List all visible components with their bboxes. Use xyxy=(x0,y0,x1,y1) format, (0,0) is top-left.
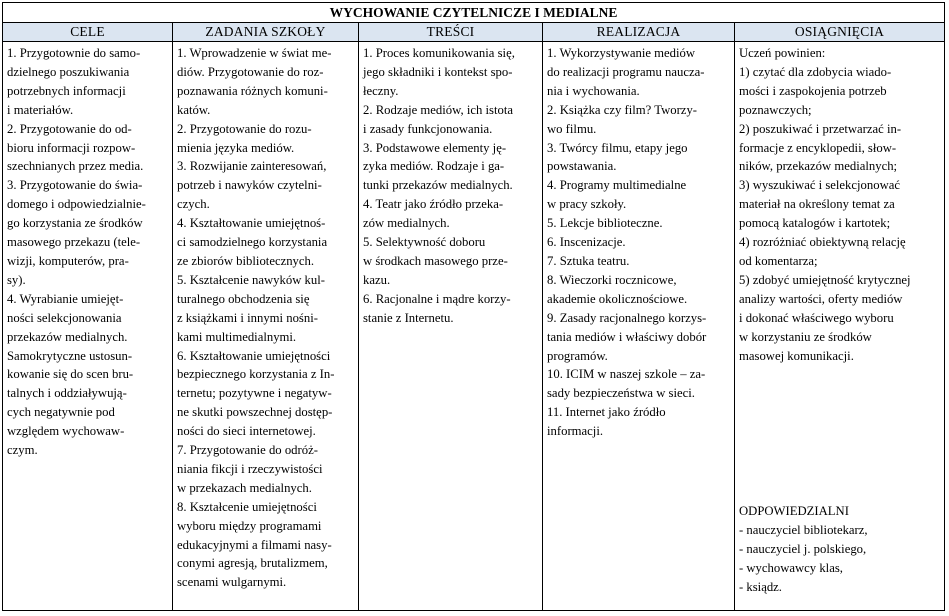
text-line: sady bezpieczeństwa w sieci. xyxy=(547,386,695,401)
text-line: - nauczyciel bibliotekarz, xyxy=(739,522,868,537)
text-line: zyka mediów. Rodzaje i ga- xyxy=(363,159,505,174)
text-line: 3. Podstawowe elementy ję- xyxy=(363,140,507,155)
text-line: domego i odpowiedzialnie- xyxy=(7,197,146,212)
text-line: 5) zdobyć umiejętność krytycznej xyxy=(739,272,911,287)
text-line: 6. Kształtowanie umiejętności xyxy=(177,348,331,363)
text-line: ci samodzielnego korzystania xyxy=(177,235,328,250)
text-line: do realizacji programu naucza- xyxy=(547,64,705,79)
header-cele: CELE xyxy=(3,23,172,41)
text-line: tania mediów i właściwy dobór xyxy=(547,329,707,344)
text-line: ności do sieci internetowej. xyxy=(177,424,316,439)
text-line: 4. Programy multimedialne xyxy=(547,178,687,193)
text-line: kowanie się do scen bru- xyxy=(7,367,134,382)
text-line: wizji, komputerów, pra- xyxy=(7,253,129,268)
text-line: powstawania. xyxy=(547,159,617,174)
text-line: - ksiądz. xyxy=(739,579,782,594)
text-line: ności selekcjonowania xyxy=(7,310,122,325)
responsible-list xyxy=(739,502,868,597)
text-line: 6. Racjonalne i mądre korzy- xyxy=(363,291,511,306)
text-line: go korzystania ze środków xyxy=(7,216,143,231)
header-row xyxy=(3,23,944,42)
text-line: dzielnego poszukiwania xyxy=(7,64,130,79)
text-line: diów. Przygotowanie do roz- xyxy=(177,64,324,79)
header-realizacja: REALIZACJA xyxy=(543,23,734,41)
curriculum-table xyxy=(2,2,945,611)
text-line: 4. Kształtowanie umiejętnoś- xyxy=(177,216,326,231)
text-line: - nauczyciel j. polskiego, xyxy=(739,541,867,556)
text-line: sy). xyxy=(7,272,26,287)
text-line: i dokonać właściwego wyboru xyxy=(739,310,894,325)
text-line: 1) czytać dla zdobycia wiado- xyxy=(739,64,892,79)
text-line: 2) poszukiwać i przetwarzać in- xyxy=(739,121,902,136)
text-line: 5. Kształcenie nawyków kul- xyxy=(177,272,325,287)
text-line: przekazów medialnych. xyxy=(7,329,128,344)
text-line: 1. Proces komunikowania się, xyxy=(363,46,515,60)
text-line: 1. Wprowadzenie w świat me- xyxy=(177,46,332,60)
text-line: i zasady funkcjonowania. xyxy=(363,121,493,136)
text-line: 3. Przygotowanie do świa- xyxy=(7,178,143,193)
text-line: mości i zaspokojenia potrzeb xyxy=(739,83,887,98)
text-line: 3. Twórcy filmu, etapy jego xyxy=(547,140,688,155)
text-line: 7. Przygotowanie do odróż- xyxy=(177,443,318,458)
text-line: bioru informacji rozpow- xyxy=(7,140,136,155)
text-line: tunki przekazów medialnych. xyxy=(363,178,513,193)
text-line: w przekazach medialnych. xyxy=(177,480,312,495)
column-realizacja xyxy=(543,42,734,610)
text-line: 4. Wyrabianie umiejęt- xyxy=(7,291,124,306)
text-line: ODPOWIEDZIALNI xyxy=(739,504,849,518)
text-line: w pracy szkoły. xyxy=(547,197,627,212)
text-line: 2. Przygotowanie do rozu- xyxy=(177,121,312,136)
text-line: łeczny. xyxy=(363,83,399,98)
header-osiagniecia: OSIĄGNIĘCIA xyxy=(735,23,944,41)
table-title: WYCHOWANIE CZYTELNICZE I MEDIALNE xyxy=(3,3,944,23)
text-line: 1. Wykorzystywanie mediów xyxy=(547,46,696,60)
text-line: ników, przekazów medialnych; xyxy=(739,159,898,174)
text-line: talnych i oddziaływują- xyxy=(7,386,127,401)
text-line: 1. Przygotownie do samo- xyxy=(7,46,141,60)
text-line: 8. Kształcenie umiejętności xyxy=(177,499,317,514)
text-line: 3. Rozwijanie zainteresowań, xyxy=(177,159,327,174)
text-line: Uczeń powinien: xyxy=(739,46,826,60)
text-line: katów. xyxy=(177,102,211,117)
text-line: czych. xyxy=(177,197,210,212)
text-line: wyboru między programami xyxy=(177,518,322,533)
text-line: analizy wartości, oferty mediów xyxy=(739,291,903,306)
text-line: od komentarza; xyxy=(739,253,818,268)
text-line: 5. Lekcje biblioteczne. xyxy=(547,216,663,231)
column-osiagniecia xyxy=(735,42,944,610)
achievements-list xyxy=(739,44,940,365)
text-line: w środkach masowego prze- xyxy=(363,253,508,268)
text-line: bezpiecznego korzystania z In- xyxy=(177,367,335,382)
text-line: turalnego obchodzenia się xyxy=(177,291,310,306)
text-line: scenami wulgarnymi. xyxy=(177,575,287,590)
text-line: 4. Teatr jako źródło przeka- xyxy=(363,197,504,212)
text-line: wo filmu. xyxy=(547,121,597,136)
text-line: względem wychowaw- xyxy=(7,424,125,439)
text-line: mienia języka mediów. xyxy=(177,140,295,155)
text-line: materiał na określony temat za xyxy=(739,197,895,212)
text-line: 8. Wieczorki rocznicowe, xyxy=(547,272,677,287)
text-line: ze zbiorów bibliotecznych. xyxy=(177,253,315,268)
text-line: 3) wyszukiwać i selekcjonować xyxy=(739,178,901,193)
text-line: potrzebnych informacji xyxy=(7,83,126,98)
text-line: akademie okolicznościowe. xyxy=(547,291,688,306)
text-line: 2. Książka czy film? Tworzy- xyxy=(547,102,698,117)
text-line: programów. xyxy=(547,348,608,363)
text-line: formacje z encyklopedii, słow- xyxy=(739,140,897,155)
text-line: niania fikcji i rzeczywistości xyxy=(177,461,323,476)
text-line: stanie z Internetu. xyxy=(363,310,454,325)
text-line: 11. Internet jako źródło xyxy=(547,405,666,420)
text-line: masowej komunikacji. xyxy=(739,348,854,363)
text-line: kami multimedialnymi. xyxy=(177,329,297,344)
text-line: jego składniki i kontekst spo- xyxy=(363,64,513,79)
text-line: zów medialnych. xyxy=(363,216,450,231)
text-line: szechnianych przez media. xyxy=(7,159,144,174)
text-line: 4) rozróżniać obiektywną relację xyxy=(739,235,906,250)
text-line: poznawczych; xyxy=(739,102,812,117)
text-line: conymi agresją, brutalizmem, xyxy=(177,556,328,571)
text-line: edukacyjnymi a filmami nasy- xyxy=(177,537,332,552)
header-zadania: ZADANIA SZKOŁY xyxy=(173,23,358,41)
text-line: 2. Rodzaje mediów, ich istota xyxy=(363,102,513,117)
text-line: pomocą katalogów i kartotek; xyxy=(739,216,891,231)
text-line: 7. Sztuka teatru. xyxy=(547,253,630,268)
text-line: 5. Selektywność doboru xyxy=(363,235,486,250)
text-line: czym. xyxy=(7,443,38,458)
text-line: z książkami i innymi nośni- xyxy=(177,310,318,325)
text-line: potrzeb i nawyków czytelni- xyxy=(177,178,322,193)
text-line: Samokrytyczne ustosun- xyxy=(7,348,133,363)
text-line: ternetu; pozytywne i negatyw- xyxy=(177,386,332,401)
text-line: cych negatywnie pod xyxy=(7,405,115,420)
text-line: nia i wychowania. xyxy=(547,83,640,98)
text-line: 10. ICIM w naszej szkole – za- xyxy=(547,367,706,382)
text-line: w korzystaniu ze środków xyxy=(739,329,872,344)
text-line: 9. Zasady racjonalnego korzys- xyxy=(547,310,707,325)
text-line: masowego przekazu (tele- xyxy=(7,235,141,250)
header-tresci: TREŚCI xyxy=(359,23,542,41)
column-cele xyxy=(3,42,172,610)
text-line: poznawania różnych komuni- xyxy=(177,83,328,98)
text-line: kazu. xyxy=(363,272,391,287)
column-zadania xyxy=(173,42,358,610)
text-line: ne skutki powszechnej dostęp- xyxy=(177,405,333,420)
text-line: 6. Inscenizacje. xyxy=(547,235,626,250)
text-line: - wychowawcy klas, xyxy=(739,560,843,575)
text-line: 2. Przygotowanie do od- xyxy=(7,121,132,136)
column-tresci xyxy=(359,42,542,610)
text-line: informacji. xyxy=(547,424,604,439)
text-line: i materiałów. xyxy=(7,102,74,117)
